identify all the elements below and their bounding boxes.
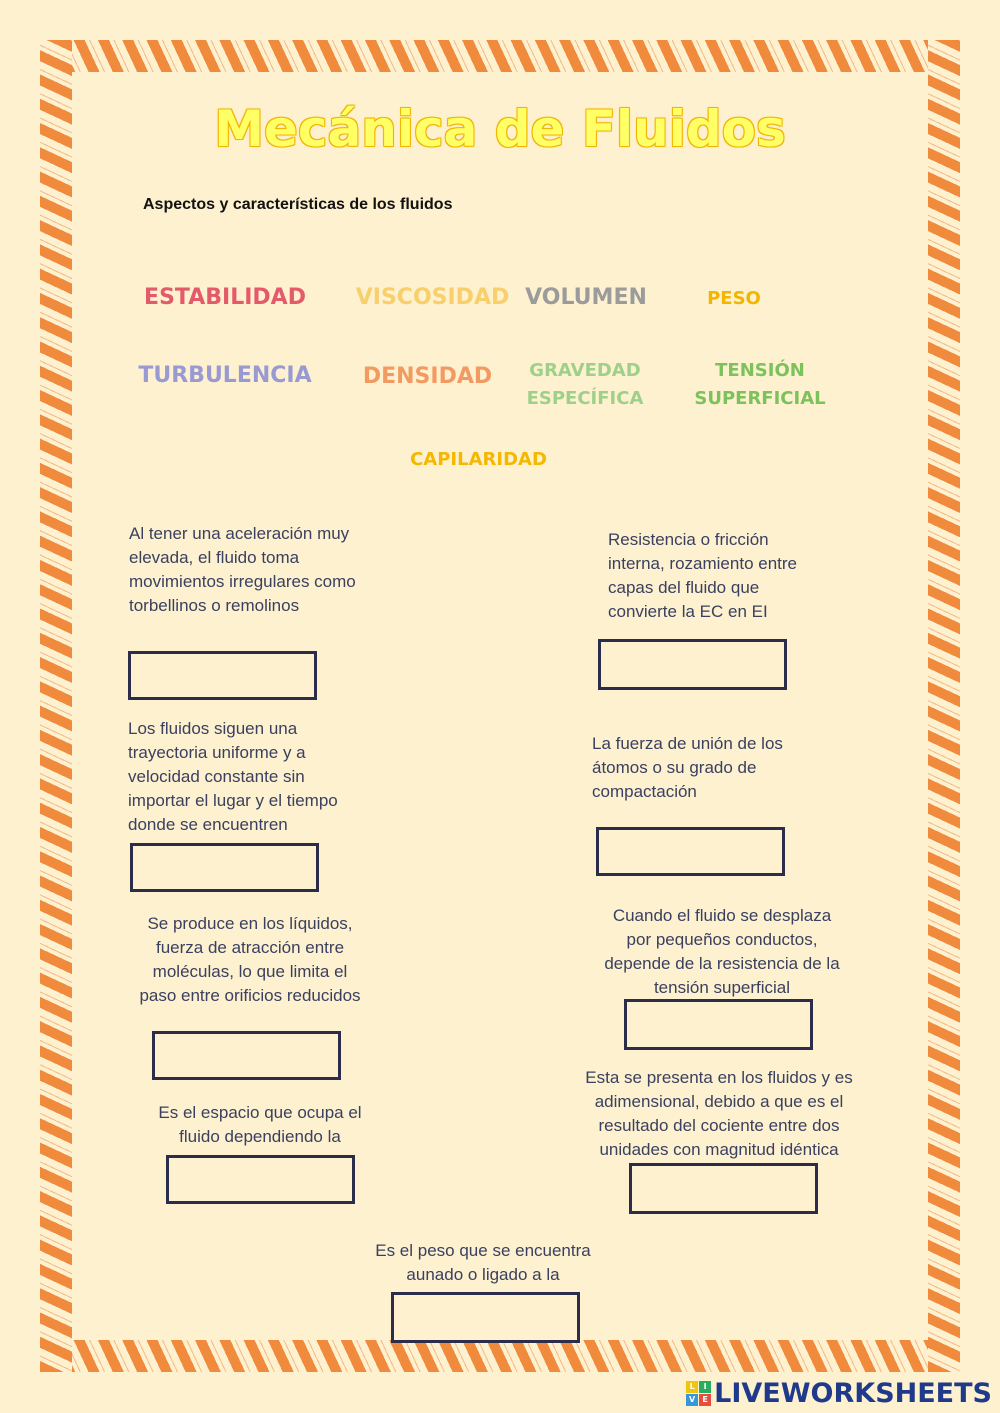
description-9: Es el peso que se encuentra aunado o ligado a la bbox=[375, 1241, 591, 1284]
word-capilaridad[interactable]: CAPILARIDAD bbox=[410, 449, 547, 470]
page-subtitle: Aspectos y características de los fluidos bbox=[143, 196, 453, 213]
page-title: Mecánica de Fluidos bbox=[214, 100, 786, 158]
border-top bbox=[40, 40, 960, 72]
answer-box-1[interactable] bbox=[128, 651, 317, 700]
answer-box-5[interactable] bbox=[152, 1031, 341, 1080]
description-5: Se produce en los líquidos, fuerza de atracción entre moléculas, lo que limita el paso entre orificios reducidos bbox=[139, 914, 361, 1005]
answer-box-4[interactable] bbox=[596, 827, 785, 876]
logo-text: LIVEWORKSHEETS bbox=[714, 1377, 992, 1409]
description-1: Al tener una aceleración muy elevada, el fluido toma movimientos irregulares como torbellinos o remolinos bbox=[129, 524, 356, 615]
answer-box-9[interactable] bbox=[391, 1292, 580, 1343]
description-3: Los fluidos siguen una trayectoria uniforme y a velocidad constante sin importar el lugar y el tiempo donde se encuentren bbox=[128, 719, 338, 834]
answer-box-8[interactable] bbox=[629, 1163, 818, 1214]
word-turbulencia[interactable]: TURBULENCIA bbox=[138, 363, 312, 388]
answer-box-3[interactable] bbox=[130, 843, 319, 892]
liveworksheets-mark-icon: L I V E bbox=[686, 1381, 711, 1406]
description-7: Es el espacio que ocupa el fluido dependiendo la bbox=[158, 1103, 362, 1146]
word-peso[interactable]: PESO bbox=[707, 288, 761, 309]
description-6: Cuando el fluido se desplaza por pequeños conductos, depende de la resistencia de la tensión superficial bbox=[604, 906, 840, 997]
answer-box-2[interactable] bbox=[598, 639, 787, 690]
border-bottom bbox=[40, 1340, 960, 1372]
word-estabilidad[interactable]: ESTABILIDAD bbox=[144, 285, 306, 310]
answer-box-7[interactable] bbox=[166, 1155, 355, 1204]
description-8: Esta se presenta en los fluidos y es adimensional, debido a que es el resultado del cociente entre dos unidades con magnitud idéntica bbox=[585, 1068, 853, 1159]
liveworksheets-logo bbox=[686, 1377, 992, 1409]
answer-box-6[interactable] bbox=[624, 999, 813, 1050]
description-2: Resistencia o fricción interna, rozamiento entre capas del fluido que convierte la EC en EI bbox=[608, 530, 797, 621]
word-gravedad-especifica[interactable]: GRAVEDAD ESPECÍFICA bbox=[526, 360, 644, 409]
word-tension-superficial[interactable]: TENSIÓN SUPERFICIAL bbox=[694, 360, 826, 409]
word-volumen[interactable]: VOLUMEN bbox=[525, 285, 647, 310]
word-densidad[interactable]: DENSIDAD bbox=[362, 364, 493, 389]
border-left bbox=[40, 40, 72, 1372]
description-4: La fuerza de unión de los átomos o su grado de compactación bbox=[592, 734, 783, 801]
word-viscosidad[interactable]: VISCOSIDAD bbox=[355, 285, 510, 310]
border-right bbox=[928, 40, 960, 1372]
